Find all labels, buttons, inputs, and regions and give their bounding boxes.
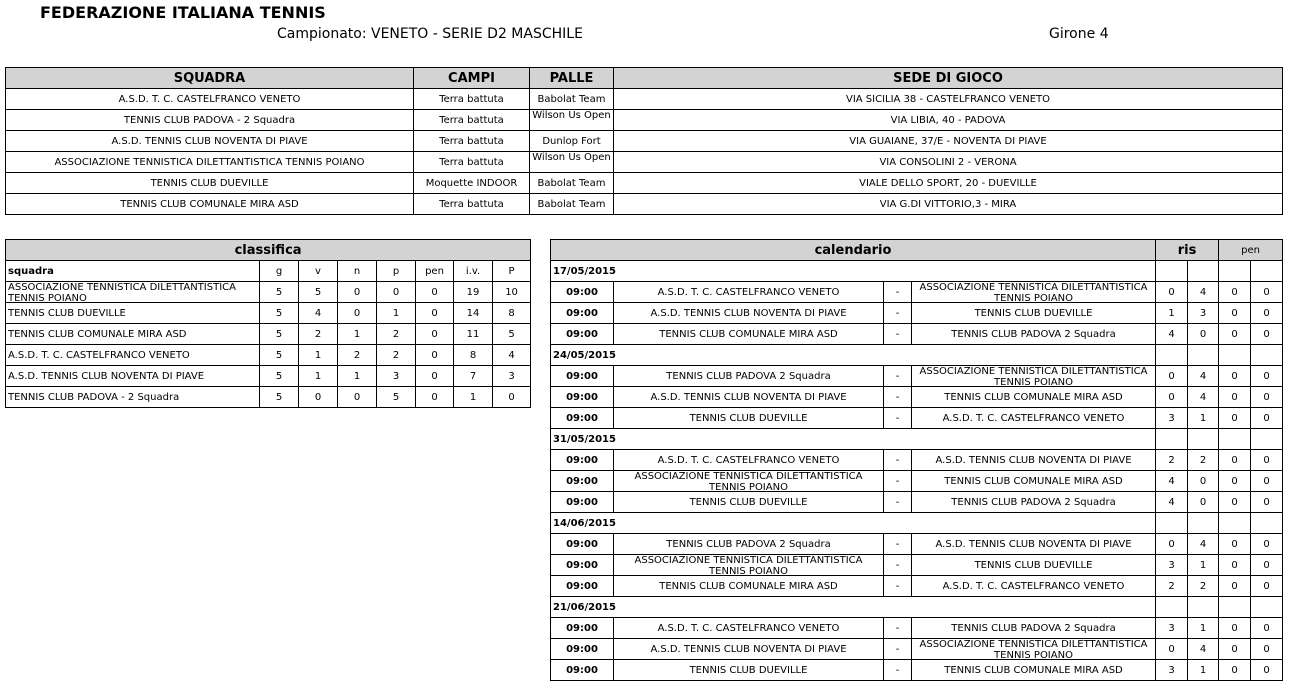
team-balls-text: Wilson Us Open [532,152,611,163]
standing-row [6,366,531,387]
match-score-home: 0 [1156,366,1188,387]
match-away: TENNIS CLUB PADOVA 2 Squadra [912,618,1156,639]
match-score-home: 1 [1156,303,1188,324]
standing-team: A.S.D. TENNIS CLUB NOVENTA DI PIAVE [6,366,260,387]
team-name: A.S.D. T. C. CASTELFRANCO VENETO [6,89,414,110]
standing-n: 2 [338,345,377,366]
match-away [912,639,1156,660]
match-home: TENNIS CLUB DUEVILLE [614,408,884,429]
empty-cell [1156,513,1188,534]
match-pen-home: 0 [1219,387,1251,408]
match-time: 09:00 [551,471,614,492]
standing-points: 5 [493,324,531,345]
match-away: A.S.D. TENNIS CLUB NOVENTA DI PIAVE [912,450,1156,471]
standings-title: classifica [6,240,531,261]
round-row [551,513,1283,534]
match-score-away: 4 [1188,366,1219,387]
empty-cell [1188,345,1219,366]
standing-p: 2 [377,324,416,345]
calendar-table [550,239,1283,681]
teams-col-palle: PALLE [530,68,614,89]
standing-g: 5 [260,324,299,345]
match-away [912,282,1156,303]
match-score-home: 3 [1156,618,1188,639]
empty-cell [1188,429,1219,450]
match-score-home: 0 [1156,387,1188,408]
match-score-away: 3 [1188,303,1219,324]
match-score-away: 1 [1188,408,1219,429]
match-score-away: 4 [1188,387,1219,408]
standing-g: 5 [260,282,299,303]
round-row [551,429,1283,450]
team-venue: VIALE DELLO SPORT, 20 - DUEVILLE [614,173,1283,194]
match-time: 09:00 [551,660,614,681]
round-row [551,261,1283,282]
match-pen-home: 0 [1219,450,1251,471]
match-time: 09:00 [551,492,614,513]
match-separator: - [884,324,912,345]
standing-team: TENNIS CLUB DUEVILLE [6,303,260,324]
standings-col-pen: pen [416,261,454,282]
match-home: TENNIS CLUB COMUNALE MIRA ASD [614,576,884,597]
match-pen-away: 0 [1251,450,1283,471]
match-away-text: ASSOCIAZIONE TENNISTICA DILETTANTISTICA TENNIS POIANO [919,282,1148,302]
standing-g: 5 [260,303,299,324]
empty-cell [1219,345,1251,366]
standing-g: 5 [260,366,299,387]
match-time: 09:00 [551,408,614,429]
standing-n: 0 [338,303,377,324]
match-row [551,555,1283,576]
match-pen-home: 0 [1219,324,1251,345]
team-row [6,89,1283,110]
match-separator: - [884,639,912,660]
standing-points: 10 [493,282,531,303]
match-score-home: 0 [1156,534,1188,555]
match-home: A.S.D. T. C. CASTELFRANCO VENETO [614,282,884,303]
standing-p: 3 [377,366,416,387]
match-home-text: ASSOCIAZIONE TENNISTICA DILETTANTISTICA TENNIS POIANO [634,555,863,575]
match-separator: - [884,282,912,303]
standings-col-iv: i.v. [454,261,493,282]
team-court: Terra battuta [414,89,530,110]
match-pen-home: 0 [1219,366,1251,387]
match-away: A.S.D. TENNIS CLUB NOVENTA DI PIAVE [912,534,1156,555]
match-pen-away: 0 [1251,492,1283,513]
match-pen-home: 0 [1219,618,1251,639]
standing-n: 0 [338,387,377,408]
match-pen-away: 0 [1251,387,1283,408]
match-away: TENNIS CLUB COMUNALE MIRA ASD [912,387,1156,408]
match-row [551,639,1283,660]
match-score-away: 0 [1188,492,1219,513]
standing-points: 4 [493,345,531,366]
match-score-home: 3 [1156,555,1188,576]
match-score-home: 3 [1156,660,1188,681]
match-time: 09:00 [551,324,614,345]
standing-v: 0 [299,387,338,408]
standing-g: 5 [260,345,299,366]
team-name: A.S.D. TENNIS CLUB NOVENTA DI PIAVE [6,131,414,152]
match-time: 09:00 [551,366,614,387]
match-home-text: ASSOCIAZIONE TENNISTICA DILETTANTISTICA TENNIS POIANO [634,471,863,491]
teams-header-row [6,68,1283,89]
match-pen-home: 0 [1219,660,1251,681]
team-court: Terra battuta [414,131,530,152]
standing-iv: 1 [454,387,493,408]
empty-cell [1251,429,1283,450]
match-score-away: 0 [1188,471,1219,492]
match-separator: - [884,303,912,324]
match-row [551,366,1283,387]
standing-row [6,282,531,303]
team-row [6,173,1283,194]
match-away: TENNIS CLUB COMUNALE MIRA ASD [912,660,1156,681]
standing-team: TENNIS CLUB COMUNALE MIRA ASD [6,324,260,345]
calendar-title: calendario [551,240,1156,261]
round-date: 31/05/2015 [551,429,1156,450]
round-row [551,597,1283,618]
match-score-away: 4 [1188,282,1219,303]
match-pen-away: 0 [1251,534,1283,555]
team-row [6,152,1283,173]
team-balls: Dunlop Fort [530,131,614,152]
match-pen-away: 0 [1251,408,1283,429]
match-score-away: 0 [1188,324,1219,345]
empty-cell [1251,513,1283,534]
match-home: A.S.D. TENNIS CLUB NOVENTA DI PIAVE [614,639,884,660]
team-balls [530,152,614,173]
match-row [551,450,1283,471]
team-balls: Babolat Team [530,194,614,215]
round-date: 17/05/2015 [551,261,1156,282]
match-separator: - [884,555,912,576]
match-home: TENNIS CLUB PADOVA 2 Squadra [614,534,884,555]
match-pen-home: 0 [1219,555,1251,576]
match-pen-home: 0 [1219,492,1251,513]
team-balls: Babolat Team [530,173,614,194]
team-name: TENNIS CLUB COMUNALE MIRA ASD [6,194,414,215]
match-score-away: 1 [1188,618,1219,639]
match-row [551,282,1283,303]
match-score-away: 2 [1188,576,1219,597]
match-score-home: 0 [1156,282,1188,303]
team-court: Terra battuta [414,152,530,173]
round-date: 21/06/2015 [551,597,1156,618]
standing-team: TENNIS CLUB PADOVA - 2 Squadra [6,387,260,408]
standing-iv: 7 [454,366,493,387]
match-away: TENNIS CLUB PADOVA 2 Squadra [912,324,1156,345]
empty-cell [1251,345,1283,366]
standing-v: 4 [299,303,338,324]
standing-row [6,324,531,345]
team-venue: VIA LIBIA, 40 - PADOVA [614,110,1283,131]
match-separator: - [884,576,912,597]
team-balls-text: Wilson Us Open [532,110,611,121]
match-pen-away: 0 [1251,471,1283,492]
standing-n: 1 [338,366,377,387]
team-name: TENNIS CLUB PADOVA - 2 Squadra [6,110,414,131]
teams-col-squadra: SQUADRA [6,68,414,89]
standing-points: 3 [493,366,531,387]
match-score-home: 3 [1156,408,1188,429]
match-separator: - [884,408,912,429]
match-home: TENNIS CLUB DUEVILLE [614,660,884,681]
match-separator: - [884,366,912,387]
match-separator: - [884,534,912,555]
match-score-away: 4 [1188,534,1219,555]
match-pen-home: 0 [1219,282,1251,303]
teams-table [5,67,1283,215]
match-away: TENNIS CLUB DUEVILLE [912,303,1156,324]
team-balls: Babolat Team [530,89,614,110]
match-score-home: 0 [1156,639,1188,660]
match-row [551,660,1283,681]
match-pen-away: 0 [1251,282,1283,303]
match-home [614,555,884,576]
match-pen-home: 0 [1219,408,1251,429]
team-venue: VIA GUAIANE, 37/E - NOVENTA DI PIAVE [614,131,1283,152]
match-score-home: 4 [1156,492,1188,513]
standing-row [6,303,531,324]
standings-col-p: p [377,261,416,282]
round-date: 24/05/2015 [551,345,1156,366]
team-balls [530,110,614,131]
empty-cell [1188,513,1219,534]
standings-col-squadra: squadra [6,261,260,282]
match-pen-away: 0 [1251,555,1283,576]
standings-col-n: n [338,261,377,282]
match-score-home: 2 [1156,450,1188,471]
standing-points: 0 [493,387,531,408]
match-time: 09:00 [551,555,614,576]
match-time: 09:00 [551,576,614,597]
match-pen-home: 0 [1219,471,1251,492]
match-pen-away: 0 [1251,324,1283,345]
match-away: TENNIS CLUB DUEVILLE [912,555,1156,576]
match-row [551,408,1283,429]
match-pen-away: 0 [1251,618,1283,639]
match-row [551,576,1283,597]
match-row [551,324,1283,345]
teams-col-sede: SEDE DI GIOCO [614,68,1283,89]
match-away: A.S.D. T. C. CASTELFRANCO VENETO [912,576,1156,597]
match-pen-away: 0 [1251,576,1283,597]
match-away: TENNIS CLUB COMUNALE MIRA ASD [912,471,1156,492]
empty-cell [1251,597,1283,618]
standing-pen: 0 [416,345,454,366]
round-date: 14/06/2015 [551,513,1156,534]
organization-title: FEDERAZIONE ITALIANA TENNIS [40,3,326,22]
standings-col-points: P [493,261,531,282]
match-score-home: 4 [1156,324,1188,345]
match-away-text: ASSOCIAZIONE TENNISTICA DILETTANTISTICA TENNIS POIANO [919,366,1148,386]
teams-col-campi: CAMPI [414,68,530,89]
group-label: Girone 4 [1049,26,1109,42]
empty-cell [1219,513,1251,534]
empty-cell [1251,261,1283,282]
team-venue: VIA SICILIA 38 - CASTELFRANCO VENETO [614,89,1283,110]
match-time: 09:00 [551,282,614,303]
empty-cell [1219,597,1251,618]
standing-pen: 0 [416,366,454,387]
match-time: 09:00 [551,387,614,408]
match-pen-home: 0 [1219,534,1251,555]
empty-cell [1188,261,1219,282]
team-row [6,110,1283,131]
match-away [912,366,1156,387]
match-row [551,387,1283,408]
match-pen-away: 0 [1251,639,1283,660]
standings-table [5,239,531,408]
match-home: A.S.D. TENNIS CLUB NOVENTA DI PIAVE [614,303,884,324]
standing-v: 5 [299,282,338,303]
team-venue: VIA CONSOLINI 2 - VERONA [614,152,1283,173]
standing-iv: 8 [454,345,493,366]
standings-col-g: g [260,261,299,282]
match-pen-home: 0 [1219,639,1251,660]
match-score-home: 4 [1156,471,1188,492]
match-score-away: 1 [1188,660,1219,681]
match-pen-away: 0 [1251,660,1283,681]
standing-g: 5 [260,387,299,408]
standing-v: 1 [299,366,338,387]
empty-cell [1219,429,1251,450]
team-row [6,131,1283,152]
match-time: 09:00 [551,450,614,471]
empty-cell [1188,597,1219,618]
match-row [551,471,1283,492]
match-home [614,471,884,492]
standing-team-text: ASSOCIAZIONE TENNISTICA DILETTANTISTICA TENNIS POIANO [8,282,236,302]
match-pen-home: 0 [1219,303,1251,324]
standing-points: 8 [493,303,531,324]
team-row [6,194,1283,215]
standing-row [6,345,531,366]
standing-n: 1 [338,324,377,345]
standing-team [6,282,260,303]
match-away: A.S.D. T. C. CASTELFRANCO VENETO [912,408,1156,429]
standings-header-row [6,261,531,282]
match-score-away: 2 [1188,450,1219,471]
match-row [551,492,1283,513]
match-separator: - [884,618,912,639]
standing-p: 2 [377,345,416,366]
match-score-home: 2 [1156,576,1188,597]
team-venue: VIA G.DI VITTORIO,3 - MIRA [614,194,1283,215]
standing-p: 1 [377,303,416,324]
match-pen-away: 0 [1251,303,1283,324]
penalty-title: pen [1219,240,1283,261]
empty-cell [1156,261,1188,282]
standings-col-v: v [299,261,338,282]
team-court: Terra battuta [414,194,530,215]
match-home: A.S.D. T. C. CASTELFRANCO VENETO [614,618,884,639]
match-row [551,618,1283,639]
match-home: TENNIS CLUB PADOVA 2 Squadra [614,366,884,387]
team-court: Moquette INDOOR [414,173,530,194]
standing-p: 5 [377,387,416,408]
standing-pen: 0 [416,387,454,408]
match-separator: - [884,492,912,513]
empty-cell [1156,345,1188,366]
empty-cell [1219,261,1251,282]
match-away: TENNIS CLUB PADOVA 2 Squadra [912,492,1156,513]
standing-iv: 14 [454,303,493,324]
match-separator: - [884,471,912,492]
match-away-text: ASSOCIAZIONE TENNISTICA DILETTANTISTICA TENNIS POIANO [919,639,1148,659]
results-title: ris [1156,240,1219,261]
match-row [551,303,1283,324]
match-time: 09:00 [551,303,614,324]
match-time: 09:00 [551,618,614,639]
match-home: TENNIS CLUB COMUNALE MIRA ASD [614,324,884,345]
standing-pen: 0 [416,324,454,345]
match-time: 09:00 [551,639,614,660]
match-home: A.S.D. T. C. CASTELFRANCO VENETO [614,450,884,471]
empty-cell [1156,429,1188,450]
championship-title: Campionato: VENETO - SERIE D2 MASCHILE [277,26,583,42]
standing-iv: 11 [454,324,493,345]
match-time: 09:00 [551,534,614,555]
match-separator: - [884,450,912,471]
standing-team: A.S.D. T. C. CASTELFRANCO VENETO [6,345,260,366]
standing-p: 0 [377,282,416,303]
match-pen-home: 0 [1219,576,1251,597]
match-score-away: 1 [1188,555,1219,576]
standing-iv: 19 [454,282,493,303]
standing-row [6,387,531,408]
standing-v: 1 [299,345,338,366]
match-row [551,534,1283,555]
match-home: TENNIS CLUB DUEVILLE [614,492,884,513]
match-separator: - [884,660,912,681]
standing-n: 0 [338,282,377,303]
empty-cell [1156,597,1188,618]
team-name: ASSOCIAZIONE TENNISTICA DILETTANTISTICA TENNIS POIANO [6,152,414,173]
standing-pen: 0 [416,282,454,303]
team-name: TENNIS CLUB DUEVILLE [6,173,414,194]
standing-pen: 0 [416,303,454,324]
match-separator: - [884,387,912,408]
team-court: Terra battuta [414,110,530,131]
round-row [551,345,1283,366]
standing-v: 2 [299,324,338,345]
match-score-away: 4 [1188,639,1219,660]
match-pen-away: 0 [1251,366,1283,387]
match-home: A.S.D. TENNIS CLUB NOVENTA DI PIAVE [614,387,884,408]
